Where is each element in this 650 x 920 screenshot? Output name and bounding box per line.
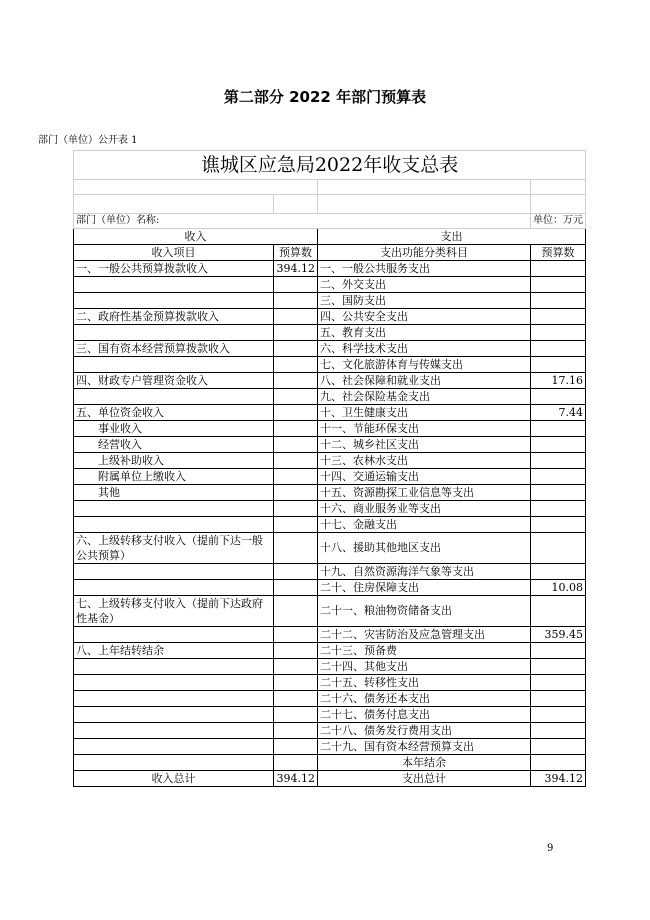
- expense-item-cell: 五、教育支出: [318, 325, 531, 341]
- expense-value-cell: [531, 564, 586, 580]
- expense-value-cell: [531, 437, 586, 453]
- table-row: [74, 293, 586, 309]
- income-value-cell: [274, 691, 318, 707]
- table-row: [74, 277, 586, 293]
- income-item-cell: [74, 501, 274, 517]
- expense-item-cell: 二十四、其他支出: [318, 659, 531, 675]
- income-value-cell: [274, 325, 318, 341]
- expense-header: 支出: [318, 229, 586, 245]
- income-item-cell: [74, 739, 274, 755]
- income-item-cell: 一、一般公共预算拨款收入: [74, 261, 274, 277]
- expense-item-cell: 十五、资源勘探工业信息等支出: [318, 485, 531, 501]
- table-row: [74, 309, 586, 325]
- income-item-cell: [74, 517, 274, 533]
- income-value-cell: [274, 739, 318, 755]
- income-value-cell: 394.12: [274, 261, 318, 277]
- header-row-1: [74, 229, 586, 245]
- expense-value-cell: [531, 755, 586, 771]
- expense-budget-header: 预算数: [531, 245, 586, 261]
- income-item-cell: [74, 627, 274, 643]
- income-value-cell: [274, 675, 318, 691]
- income-item-cell: [74, 293, 274, 309]
- income-total-value: 394.12: [274, 771, 318, 787]
- income-value-cell: [274, 309, 318, 325]
- income-value-cell: [274, 277, 318, 293]
- table-number: 部门（单位）公开表 1: [38, 135, 138, 146]
- expense-item-cell: 十一、节能环保支出: [318, 421, 531, 437]
- expense-item-cell: 十八、援助其他地区支出: [318, 533, 531, 564]
- income-item-cell: 六、上级转移支付收入（提前下达一般公共预算）: [74, 533, 274, 564]
- expense-item-cell: 六、科学技术支出: [318, 341, 531, 357]
- income-value-cell: [274, 501, 318, 517]
- expense-value-cell: [531, 596, 586, 627]
- income-item-cell: [74, 564, 274, 580]
- table-row: [74, 627, 586, 643]
- income-value-cell: [274, 755, 318, 771]
- expense-value-cell: [531, 421, 586, 437]
- expense-item-cell: 十九、自然资源海洋气象等支出: [318, 564, 531, 580]
- expense-item-cell: 二十九、国有资本经营预算支出: [318, 739, 531, 755]
- expense-value-cell: [531, 485, 586, 501]
- expense-item-cell: 三、国防支出: [318, 293, 531, 309]
- spacer-row: [74, 195, 586, 214]
- budget-summary-table: [73, 150, 586, 787]
- expense-value-cell: [531, 325, 586, 341]
- page-number: 9: [547, 843, 554, 854]
- table-row: [74, 437, 586, 453]
- income-value-cell: [274, 341, 318, 357]
- expense-item-cell: 八、社会保障和就业支出: [318, 373, 531, 389]
- dept-name-label: 部门（单位）名称:: [74, 214, 531, 229]
- income-value-cell: [274, 564, 318, 580]
- expense-value-cell: [531, 533, 586, 564]
- income-value-cell: [274, 293, 318, 309]
- expense-value-cell: [531, 739, 586, 755]
- income-item-cell: [74, 325, 274, 341]
- income-item-cell: 八、上年结转结余: [74, 643, 274, 659]
- income-value-cell: [274, 389, 318, 405]
- expense-value-cell: [531, 659, 586, 675]
- income-item-cell: 三、国有资本经营预算拨款收入: [74, 341, 274, 357]
- income-budget-header: 预算数: [274, 245, 318, 261]
- expense-value-cell: [531, 723, 586, 739]
- expense-item-cell: 十二、城乡社区支出: [318, 437, 531, 453]
- income-item-cell: 二、政府性基金预算拨款收入: [74, 309, 274, 325]
- income-item-cell: [74, 277, 274, 293]
- income-value-cell: [274, 405, 318, 421]
- expense-value-cell: [531, 357, 586, 373]
- expense-item-cell: 二十、住房保障支出: [318, 580, 531, 596]
- table-row: [74, 501, 586, 517]
- expense-value-cell: 359.45: [531, 627, 586, 643]
- expense-item-cell: 二十八、债务发行费用支出: [318, 723, 531, 739]
- income-item-cell: 附属单位上缴收入: [74, 469, 274, 485]
- expense-value-cell: [531, 341, 586, 357]
- expense-total-label: 支出总计: [318, 771, 531, 787]
- part-title: 第二部分 2022 年部门预算表: [223, 88, 427, 106]
- income-item-cell: [74, 389, 274, 405]
- expense-value-cell: 17.16: [531, 373, 586, 389]
- expense-value-cell: [531, 501, 586, 517]
- expense-value-cell: [531, 309, 586, 325]
- income-total-label: 收入总计: [74, 771, 274, 787]
- table-row: [74, 341, 586, 357]
- expense-item-cell: 七、文化旅游体育与传媒支出: [318, 357, 531, 373]
- expense-value-cell: [531, 261, 586, 277]
- expense-item-cell: 二十一、粮油物资储备支出: [318, 596, 531, 627]
- expense-value-cell: [531, 691, 586, 707]
- income-item-cell: 经营收入: [74, 437, 274, 453]
- table-row: [74, 596, 586, 627]
- expense-item-cell: 十七、金融支出: [318, 517, 531, 533]
- income-item-cell: 七、上级转移支付收入（提前下达政府性基金）: [74, 596, 274, 627]
- expense-item-cell: 二十二、灾害防治及应急管理支出: [318, 627, 531, 643]
- expense-item-cell: 十三、农林水支出: [318, 453, 531, 469]
- income-item-cell: [74, 659, 274, 675]
- table-row: [74, 659, 586, 675]
- income-item-cell: [74, 580, 274, 596]
- table-row: [74, 389, 586, 405]
- income-value-cell: [274, 596, 318, 627]
- income-value-cell: [274, 357, 318, 373]
- income-value-cell: [274, 421, 318, 437]
- expense-value-cell: 10.08: [531, 580, 586, 596]
- table-row: [74, 421, 586, 437]
- expense-value-cell: [531, 469, 586, 485]
- expense-item-header: 支出功能分类科目: [318, 245, 531, 261]
- expense-value-cell: 7.44: [531, 405, 586, 421]
- expense-item-cell: 一、一般公共服务支出: [318, 261, 531, 277]
- income-item-cell: 五、单位资金收入: [74, 405, 274, 421]
- income-item-cell: [74, 723, 274, 739]
- income-value-cell: [274, 517, 318, 533]
- income-item-cell: [74, 675, 274, 691]
- table-row: [74, 453, 586, 469]
- table-row: [74, 755, 586, 771]
- income-item-cell: [74, 707, 274, 723]
- table-row: [74, 373, 586, 389]
- expense-item-cell: 二十三、预备费: [318, 643, 531, 659]
- income-item-header: 收入项目: [74, 245, 274, 261]
- expense-item-cell: 十四、交通运输支出: [318, 469, 531, 485]
- income-item-cell: 其他: [74, 485, 274, 501]
- blank-row: [74, 180, 586, 195]
- expense-total-value: 394.12: [531, 771, 586, 787]
- table-row: [74, 691, 586, 707]
- table-row: [74, 357, 586, 373]
- expense-value-cell: [531, 277, 586, 293]
- expense-item-cell: 二十七、债务付息支出: [318, 707, 531, 723]
- table-row: [74, 533, 586, 564]
- table-row: [74, 580, 586, 596]
- expense-item-cell: 四、公共安全支出: [318, 309, 531, 325]
- table-row: [74, 723, 586, 739]
- income-value-cell: [274, 437, 318, 453]
- expense-item-cell: 二、外交支出: [318, 277, 531, 293]
- expense-value-cell: [531, 517, 586, 533]
- expense-value-cell: [531, 707, 586, 723]
- unit-row: [74, 214, 586, 229]
- header-row-2: [74, 245, 586, 261]
- table-title: 谯城区应急局2022年收支总表: [74, 151, 586, 180]
- income-value-cell: [274, 723, 318, 739]
- table-row: [74, 564, 586, 580]
- income-item-cell: [74, 755, 274, 771]
- income-item-cell: [74, 357, 274, 373]
- income-value-cell: [274, 533, 318, 564]
- income-value-cell: [274, 453, 318, 469]
- income-item-cell: [74, 691, 274, 707]
- table-row: [74, 643, 586, 659]
- expense-item-cell: 十、卫生健康支出: [318, 405, 531, 421]
- table-row: [74, 485, 586, 501]
- income-value-cell: [274, 580, 318, 596]
- table-row: [74, 325, 586, 341]
- unit-label: 单位：万元: [531, 214, 586, 229]
- income-value-cell: [274, 485, 318, 501]
- income-item-cell: 四、财政专户管理资金收入: [74, 373, 274, 389]
- table-row: [74, 517, 586, 533]
- title-row: [74, 151, 586, 180]
- income-value-cell: [274, 469, 318, 485]
- expense-item-cell: 九、社会保险基金支出: [318, 389, 531, 405]
- expense-item-cell: 本年结余: [318, 755, 531, 771]
- expense-item-cell: 二十六、债务还本支出: [318, 691, 531, 707]
- table-row: [74, 261, 586, 277]
- expense-value-cell: [531, 293, 586, 309]
- table-row: [74, 469, 586, 485]
- income-item-cell: 事业收入: [74, 421, 274, 437]
- expense-value-cell: [531, 675, 586, 691]
- income-value-cell: [274, 373, 318, 389]
- table-row: [74, 707, 586, 723]
- income-header: 收入: [74, 229, 318, 245]
- expense-value-cell: [531, 389, 586, 405]
- income-value-cell: [274, 643, 318, 659]
- income-value-cell: [274, 659, 318, 675]
- totals-row: [74, 771, 586, 787]
- expense-item-cell: 二十五、转移性支出: [318, 675, 531, 691]
- expense-value-cell: [531, 453, 586, 469]
- table-row: [74, 405, 586, 421]
- table-row: [74, 739, 586, 755]
- income-item-cell: 上级补助收入: [74, 453, 274, 469]
- expense-item-cell: 十六、商业服务业等支出: [318, 501, 531, 517]
- table-row: [74, 675, 586, 691]
- income-value-cell: [274, 707, 318, 723]
- income-value-cell: [274, 627, 318, 643]
- expense-value-cell: [531, 643, 586, 659]
